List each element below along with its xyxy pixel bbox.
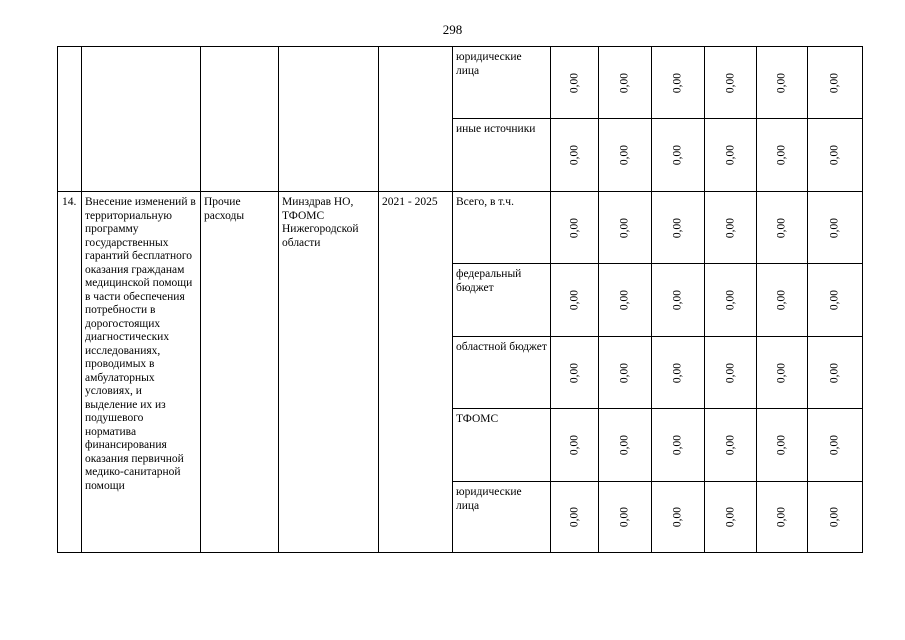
funding-source-cell [453,482,551,553]
value-cell [808,482,863,553]
value-cell [705,47,757,119]
funding-source-cell [453,337,551,409]
item-name: Внесение изменений в территориальную программу государственных гарантий бесплатного оказания гражданам медицинской помощи в части обеспечения потребности в дорогостоящих диагностических исследованиях, проводимых в амбулаторных условиях, и выделение их из подушевого норматива финансирования оказания первичной медико-санитарной помощи [85,196,196,492]
value-text: 0,00 [618,362,631,383]
funding-source-cell [453,119,551,192]
value-text: 0,00 [723,72,736,93]
value-text: 0,00 [775,434,788,456]
item-number: 14. [62,196,77,208]
value-cell [808,264,863,337]
period-cell [379,192,453,553]
value-cell [757,47,808,119]
value-text: 0,00 [723,506,736,528]
value-text: 0,00 [618,72,631,93]
value-cell [757,337,808,409]
budget-table [57,46,863,553]
expense-type-cell [201,192,279,553]
value-cell [599,409,652,482]
value-cell [757,409,808,482]
funding-source-cell [453,409,551,482]
value-cell [757,482,808,553]
value-text: 0,00 [671,289,684,311]
funding-source: иные источники [456,123,536,135]
value-text: 0,00 [671,506,684,528]
item-name-cell [82,192,201,553]
value-cell [652,47,705,119]
item-number-cell [58,192,82,553]
empty-cell [82,47,201,192]
value-text: 0,00 [567,217,580,238]
value-cell [652,482,705,553]
value-cell [599,482,652,553]
funding-source: федеральный бюджет [456,268,522,294]
value-cell [808,409,863,482]
value-cell [551,47,599,119]
value-cell [808,119,863,192]
funding-source: ТФОМС [456,413,499,425]
value-cell [808,337,863,409]
value-cell [551,337,599,409]
funding-source-cell [453,264,551,337]
value-cell [599,264,652,337]
value-cell [705,119,757,192]
value-text: 0,00 [828,289,841,311]
funding-source: юридические лица [456,51,522,77]
value-text: 0,00 [567,506,580,528]
table-row [58,192,863,264]
value-text: 0,00 [723,434,736,456]
empty-cell [201,47,279,192]
value-text: 0,00 [618,144,631,166]
funding-source: юридические лица [456,486,522,512]
value-cell [705,409,757,482]
value-text: 0,00 [671,434,684,456]
value-text: 0,00 [567,434,580,456]
value-text: 0,00 [723,217,736,238]
value-text: 0,00 [618,506,631,528]
value-cell [551,409,599,482]
value-cell [652,337,705,409]
empty-cell [379,47,453,192]
value-text: 0,00 [775,362,788,383]
value-text: 0,00 [671,217,684,238]
value-cell [599,192,652,264]
value-cell [551,119,599,192]
funding-source: областной бюджет [456,341,547,353]
value-cell [551,192,599,264]
value-cell [551,264,599,337]
value-cell [757,119,808,192]
empty-cell [279,47,379,192]
value-text: 0,00 [671,72,684,93]
value-cell [705,337,757,409]
value-text: 0,00 [828,362,841,383]
value-text: 0,00 [618,434,631,456]
funding-source: Всего, в т.ч. [456,196,514,208]
value-text: 0,00 [775,289,788,311]
value-text: 0,00 [723,144,736,166]
value-text: 0,00 [828,144,841,166]
value-cell [652,409,705,482]
value-text: 0,00 [671,144,684,166]
value-cell [705,264,757,337]
value-cell [705,192,757,264]
value-cell [599,47,652,119]
value-cell [705,482,757,553]
funding-source-cell [453,47,551,119]
value-text: 0,00 [671,362,684,383]
value-text: 0,00 [828,72,841,93]
value-text: 0,00 [775,72,788,93]
value-text: 0,00 [723,362,736,383]
executor: Минздрав НО, ТФОМС Нижегородской области [282,196,359,249]
value-cell [599,337,652,409]
value-cell [652,119,705,192]
value-cell [808,192,863,264]
value-text: 0,00 [828,506,841,528]
value-cell [808,47,863,119]
value-text: 0,00 [618,289,631,311]
value-text: 0,00 [567,144,580,166]
value-cell [757,192,808,264]
period: 2021 - 2025 [382,196,438,208]
value-text: 0,00 [567,72,580,93]
value-text: 0,00 [567,362,580,383]
empty-cell [58,47,82,192]
page-number: 298 [442,22,463,37]
executor-cell [279,192,379,553]
value-cell [599,119,652,192]
funding-source-cell [453,192,551,264]
value-cell [551,482,599,553]
value-cell [757,264,808,337]
value-text: 0,00 [567,289,580,311]
value-text: 0,00 [775,217,788,238]
expense-type: Прочие расходы [204,196,245,222]
value-text: 0,00 [723,289,736,311]
table-row [58,47,863,119]
value-cell [652,192,705,264]
value-text: 0,00 [618,217,631,238]
value-text: 0,00 [828,434,841,456]
value-text: 0,00 [775,144,788,166]
value-text: 0,00 [775,506,788,528]
value-text: 0,00 [828,217,841,238]
value-cell [652,264,705,337]
